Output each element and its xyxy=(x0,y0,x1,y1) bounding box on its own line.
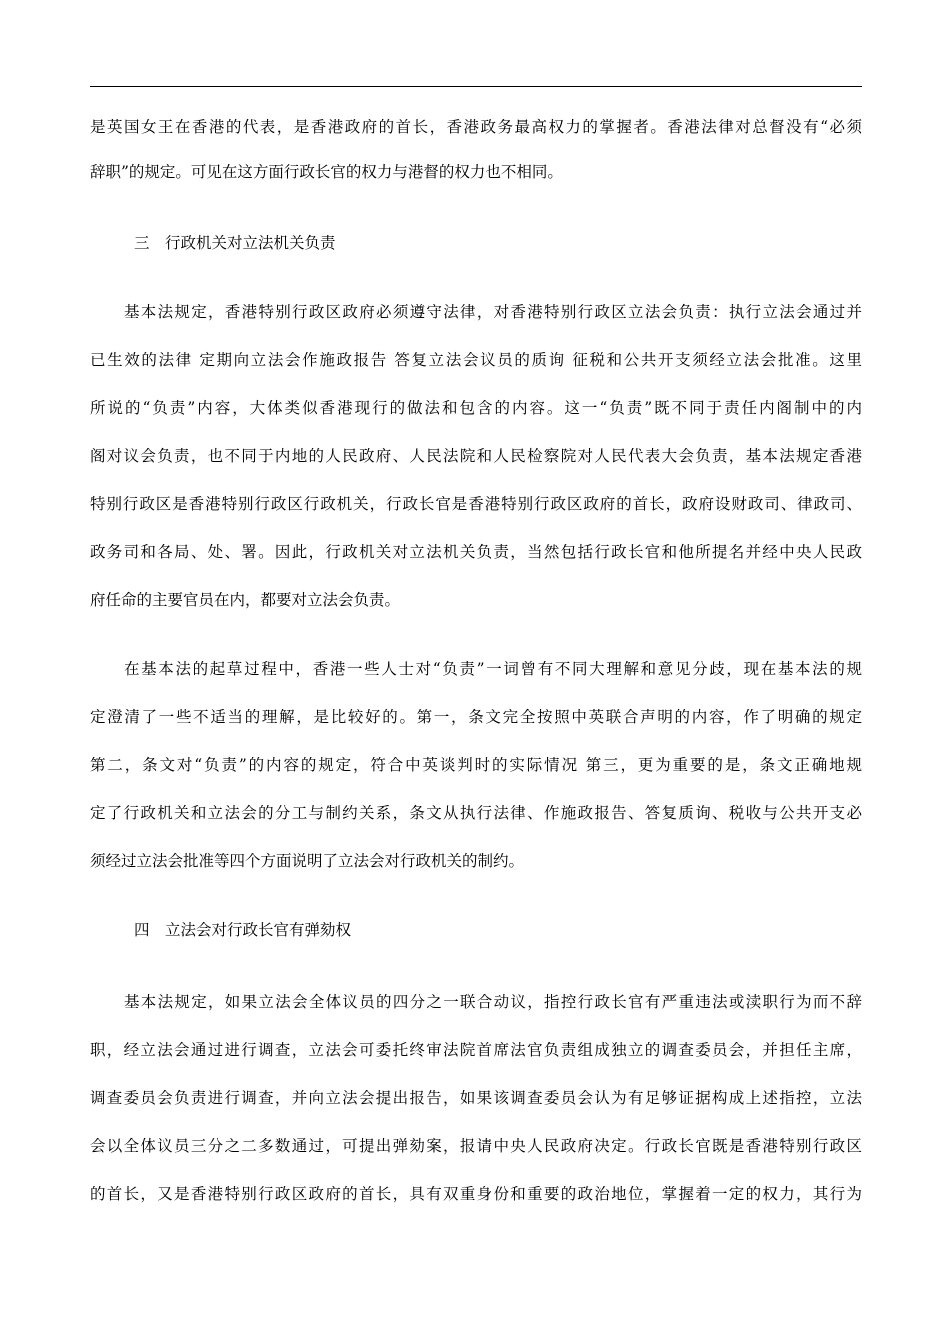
text-line: 已生效的法律 定期向立法会作施政报告 答复立法会议员的质询 征税和公共开支须经立法会批准。这里 xyxy=(90,351,862,369)
text-line: 特别行政区是香港特别行政区行政机关，行政长官是香港特别行政区政府的首长，政府设财政司、律政司、 xyxy=(90,495,862,513)
text-line: 基本法规定，如果立法会全体议员的四分之一联合动议，指控行政长官有严重违法或渎职行为而不辞 xyxy=(124,993,862,1011)
section-heading-4: 四 立法会对行政长官有弹劾权 xyxy=(134,921,352,939)
text-line: 政务司和各局、处、署。因此，行政机关对立法机关负责，当然包括行政长官和他所提名并经中央人民政 xyxy=(90,543,862,561)
text-line: 定了行政机关和立法会的分工与制约关系，条文从执行法律、作施政报告、答复质询、税收与公共开支必 xyxy=(90,804,862,822)
text-line: 基本法规定，香港特别行政区政府必须遵守法律，对香港特别行政区立法会负责：执行立法会通过并 xyxy=(124,303,862,321)
header-rule xyxy=(90,86,862,87)
text-line: 府任命的主要官员在内，都要对立法会负责。 xyxy=(90,591,401,609)
text-line: 定澄清了一些不适当的理解，是比较好的。第一，条文完全按照中英联合声明的内容，作了明确的规定 xyxy=(90,708,862,726)
text-line: 所说的“负责”内容，大体类似香港现行的做法和包含的内容。这一“负责”既不同于责任内阁制中的内 xyxy=(90,399,862,417)
text-line: 调查委员会负责进行调查，并向立法会提出报告，如果该调查委员会认为有足够证据构成上述指控，立法 xyxy=(90,1089,862,1107)
text-line: 须经过立法会批准等四个方面说明了立法会对行政机关的制约。 xyxy=(90,852,525,870)
text-line: 的首长，又是香港特别行政区政府的首长，具有双重身份和重要的政治地位，掌握着一定的权力，其行为 xyxy=(90,1185,862,1203)
text-line: 会以全体议员三分之二多数通过，可提出弹劾案，报请中央人民政府决定。行政长官既是香港特别行政区 xyxy=(90,1137,862,1155)
text-line: 阁对议会负责，也不同于内地的人民政府、人民法院和人民检察院对人民代表大会负责，基本法规定香港 xyxy=(90,447,862,465)
text-line: 第二，条文对“负责”的内容的规定，符合中英谈判时的实际情况 第三，更为重要的是，条文正确地规 xyxy=(90,756,862,774)
section-heading-3: 三 行政机关对立法机关负责 xyxy=(134,234,336,252)
text-line: 职，经立法会通过进行调查，立法会可委托终审法院首席法官负责组成独立的调查委员会，并担任主席， xyxy=(90,1041,862,1059)
text-line: 辞职”的规定。可见在这方面行政长官的权力与港督的权力也不相同。 xyxy=(90,163,563,181)
text-line: 在基本法的起草过程中，香港一些人士对“负责”一词曾有不同大理解和意见分歧，现在基本法的规 xyxy=(124,660,862,678)
text-line: 是英国女王在香港的代表，是香港政府的首长，香港政务最高权力的掌握者。香港法律对总督没有“必须 xyxy=(90,118,862,136)
